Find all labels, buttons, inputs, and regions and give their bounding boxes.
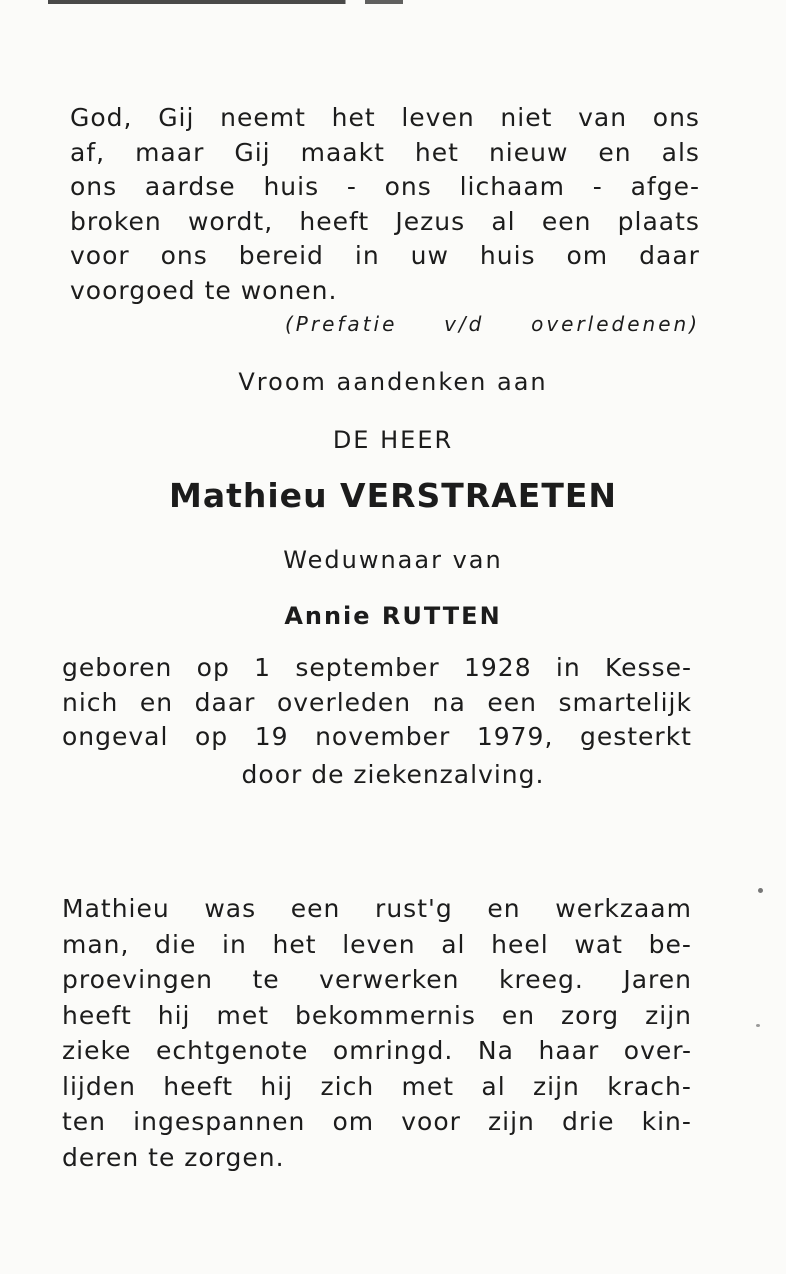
prayer-paragraph <box>70 102 700 305</box>
word: voor <box>401 1107 461 1136</box>
word: met <box>401 1071 455 1101</box>
word: kin- <box>641 1107 692 1136</box>
relation-line: Weduwnaar van <box>283 546 503 574</box>
word: al <box>481 1071 506 1101</box>
text-line <box>62 687 692 719</box>
spouse-name: Annie RUTTEN <box>284 602 502 630</box>
word: en <box>139 687 174 717</box>
word: daar <box>639 241 700 270</box>
word: een <box>290 894 341 923</box>
word: het <box>331 103 376 132</box>
word: drie <box>562 1107 615 1136</box>
word: Gij <box>234 137 271 167</box>
word: voorgoed te wonen. <box>70 275 338 305</box>
word: en <box>501 1000 536 1030</box>
word: het <box>272 929 317 959</box>
word: wordt, <box>187 206 274 236</box>
word: geboren <box>62 653 173 682</box>
word: deren te zorgen. <box>62 1142 285 1172</box>
word: om <box>566 241 609 270</box>
word: voor <box>70 241 130 270</box>
text-line <box>70 102 700 134</box>
word: huis <box>263 172 320 201</box>
word: over- <box>623 1036 692 1065</box>
word: smartelijk <box>558 687 692 717</box>
word: november <box>315 722 451 751</box>
text-line <box>62 964 692 996</box>
word: af, <box>70 137 106 167</box>
word: uw <box>410 241 449 270</box>
word: neemt <box>220 103 306 132</box>
word: en <box>598 137 632 167</box>
word: aardse <box>144 172 236 201</box>
text-line <box>62 929 692 961</box>
word: afge- <box>630 172 700 201</box>
word: al <box>491 206 516 236</box>
word: een <box>541 206 592 236</box>
tribute-paragraph <box>62 893 692 1183</box>
word: be- <box>648 929 692 959</box>
word: heel <box>491 929 549 959</box>
word: Gij <box>158 103 195 132</box>
word: met <box>216 1000 270 1030</box>
paper-speck <box>756 1024 760 1027</box>
word: echtgenote <box>155 1036 309 1065</box>
word: 19 <box>254 722 289 751</box>
text-line <box>70 171 700 203</box>
word: ons <box>160 241 208 270</box>
word: zijn <box>645 1000 692 1030</box>
word: op <box>196 653 230 682</box>
text-line <box>70 206 700 238</box>
word: God, <box>70 103 133 132</box>
word: Mathieu <box>62 894 170 923</box>
attribution-word: v/d <box>444 312 485 336</box>
word: hij <box>157 1000 191 1030</box>
word: bereid <box>238 241 324 270</box>
word: ingespannen <box>133 1107 306 1136</box>
word: op <box>195 722 229 751</box>
text-line <box>62 893 692 925</box>
word: nieuw <box>488 137 569 167</box>
word: gesterkt <box>579 722 692 751</box>
word: Jaren <box>623 965 692 994</box>
top-edge-rule <box>48 0 528 4</box>
word: zieke <box>62 1036 132 1065</box>
word: zorg <box>561 1000 620 1030</box>
word: heeft <box>62 1000 132 1030</box>
word: Na <box>477 1036 514 1065</box>
word: omringd. <box>332 1036 454 1065</box>
word: daar <box>194 687 256 717</box>
word: na <box>432 687 466 717</box>
text-line <box>62 721 692 753</box>
word: te <box>252 965 280 994</box>
word: september <box>295 653 440 682</box>
word: overleden <box>276 687 412 717</box>
word: Kesse- <box>605 653 692 682</box>
text-line <box>62 1071 692 1103</box>
word: niet <box>500 103 553 132</box>
word: plaats <box>617 206 700 236</box>
word: haar <box>538 1036 600 1065</box>
salutation: DE HEER <box>332 426 454 454</box>
word: verwerken <box>319 965 460 994</box>
word: om <box>332 1107 375 1136</box>
text-line <box>70 137 700 169</box>
word: in <box>222 929 247 959</box>
biography-last-line: door de ziekenzalving. <box>241 760 545 789</box>
word: leven <box>401 103 475 132</box>
word: zijn <box>533 1071 580 1101</box>
text-line <box>62 1142 692 1174</box>
word: zich <box>320 1071 375 1101</box>
paper-speck <box>758 888 763 893</box>
text-line <box>62 1035 692 1067</box>
word: 1928 <box>463 653 532 682</box>
word: kreeg. <box>499 965 584 994</box>
attribution-word: overledenen) <box>531 312 700 336</box>
text-line <box>62 1106 692 1138</box>
word: het <box>414 137 459 167</box>
word: 1979, <box>476 722 554 751</box>
word: 1 <box>254 653 272 682</box>
word: ons <box>70 172 118 201</box>
word: leven <box>342 929 416 959</box>
word: ons <box>384 172 432 201</box>
word: zijn <box>488 1107 535 1136</box>
word: een <box>487 687 537 717</box>
word: rust'g <box>375 894 453 923</box>
intro-line: Vroom aandenken aan <box>238 368 548 396</box>
word: huis <box>479 241 536 270</box>
word: die <box>155 929 197 959</box>
deceased-name: Mathieu VERSTRAETEN <box>169 476 617 515</box>
word: als <box>661 137 700 167</box>
text-line <box>62 1000 692 1032</box>
text-line <box>70 275 700 307</box>
word: ten <box>62 1107 107 1136</box>
word: was <box>204 894 257 923</box>
text-line <box>62 652 692 684</box>
word: broken <box>70 206 162 236</box>
word: lijden <box>62 1071 136 1101</box>
word: nich <box>62 687 119 717</box>
word: heeft <box>299 206 370 236</box>
word: lichaam <box>459 172 566 201</box>
word: maakt <box>300 137 385 167</box>
word: man, <box>62 929 130 959</box>
word: Jezus <box>395 206 466 236</box>
word: heeft <box>163 1071 234 1101</box>
attribution-word: (Prefatie <box>285 312 398 336</box>
word: bekommernis <box>294 1000 476 1030</box>
word: wat <box>574 929 623 959</box>
word: krach- <box>607 1071 692 1101</box>
word: ongeval <box>62 722 169 751</box>
word: ons <box>652 103 700 132</box>
word: - <box>346 172 357 201</box>
word: - <box>592 172 603 201</box>
word: van <box>578 103 628 132</box>
word: hij <box>260 1071 294 1101</box>
word: maar <box>135 137 205 167</box>
word: in <box>555 653 581 682</box>
word: in <box>354 241 380 270</box>
word: en <box>487 894 521 923</box>
prayer-attribution <box>285 312 700 336</box>
text-line <box>70 240 700 272</box>
word: proevingen <box>62 965 213 994</box>
word: werkzaam <box>555 894 692 923</box>
word: al <box>441 929 466 959</box>
